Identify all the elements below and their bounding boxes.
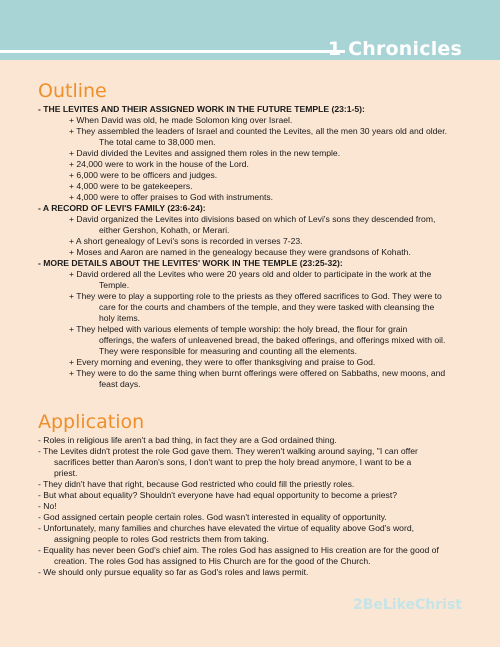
outline-line: They were responsible for measuring and counting all the elements. [99,346,357,356]
application-line: - The Levites didn't protest the role God gave them. They weren't walking around saying, "I can offer [38,446,418,456]
application-line: - But what about equality? Shouldn't everyone have had equal opportunity to become a priest? [38,490,397,500]
outline-line: either Gershon, Kohath, or Merari. [99,225,230,235]
application-list [38,435,478,578]
outline-line: The total came to 38,000 men. [99,137,216,147]
book-title: 1 Chronicles [327,38,462,60]
outline-line: + 4,000 were to be gatekeepers. [69,181,193,191]
outline-line: - THE LEVITES AND THEIR ASSIGNED WORK IN THE FUTURE TEMPLE (23:1-5): [38,104,365,114]
outline-line: Temple. [99,280,130,290]
outline-line: + When David was old, he made Solomon king over Israel. [69,115,293,125]
application-line: sacrifices better than Aaron's sons, I don't want to prep the holy bread anymore, I want to be a [54,457,412,467]
outline-line: holy items. [99,313,141,323]
application-line: - Unfortunately, many families and churches have elevated the virtue of equality above God's word, [38,523,414,533]
outline-heading: Outline [38,80,107,102]
outline-line: + Every morning and evening, they were to offer thanksgiving and praise to God. [69,357,376,367]
outline-line: + David organized the Levites into divisions based on which of Levi's sons they descended from, [69,214,436,224]
application-line: - Equality has never been God's chief aim. The roles God has assigned to His creation are for the good of [38,545,439,555]
application-line: creation. The roles God has assigned to His Church are for the good of the Church. [54,556,371,566]
application-line: assigning people to roles God restricts them from taking. [54,534,269,544]
header-rule [0,50,345,53]
application-line: - Roles in religious life aren't a bad thing, in fact they are a God ordained thing. [38,435,337,445]
outline-line: + Moses and Aaron are named in the genealogy because they were grandsons of Kohath. [69,247,411,257]
outline-line: + A short genealogy of Levi's sons is recorded in verses 7-23. [69,236,303,246]
outline-line: - A RECORD OF LEVI'S FAMILY (23:6-24): [38,203,206,213]
application-line: - God assigned certain people certain roles. God wasn't interested in equality of opportunity. [38,512,387,522]
application-line: priest. [54,468,78,478]
footer-brand: 2BeLikeChrist [352,597,462,613]
outline-line: + 6,000 were to be officers and judges. [69,170,218,180]
outline-line: offerings, the wafers of unleavened bread, the baked offerings, and offerings mixed with oil. [99,335,446,345]
outline-line: + David divided the Levites and assigned them roles in the new temple. [69,148,341,158]
application-line: - They didn't have that right, because God restricted who could fill the priestly roles. [38,479,355,489]
outline-line: + They helped with various elements of temple worship: the holy bread, the flour for grain [69,324,408,334]
outline-list [38,104,478,390]
outline-line: + 4,000 were to offer praises to God with instruments. [69,192,274,202]
outline-line: + 24,000 were to work in the house of the Lord. [69,159,249,169]
outline-line: feast days. [99,379,141,389]
outline-line: + David ordered all the Levites who were 20 years old and older to participate in the work at the [69,269,432,279]
outline-line: care for the courts and chambers of the temple, and they were tasked with cleansing the [99,302,435,312]
outline-line: + They assembled the leaders of Israel and counted the Levites, all the men 30 years old and older. [69,126,447,136]
application-line: - No! [38,501,57,511]
outline-line: + They were to play a supporting role to the priests as they offered sacrifices to God. They were to [69,291,442,301]
application-heading: Application [38,411,145,433]
application-line: - We should only pursue equality so far as God's roles and laws permit. [38,567,309,577]
outline-line: + They were to do the same thing when burnt offerings were offered on Sabbaths, new moons, and [69,368,446,378]
outline-line: - MORE DETAILS ABOUT THE LEVITES' WORK IN THE TEMPLE (23:25-32): [38,258,343,268]
